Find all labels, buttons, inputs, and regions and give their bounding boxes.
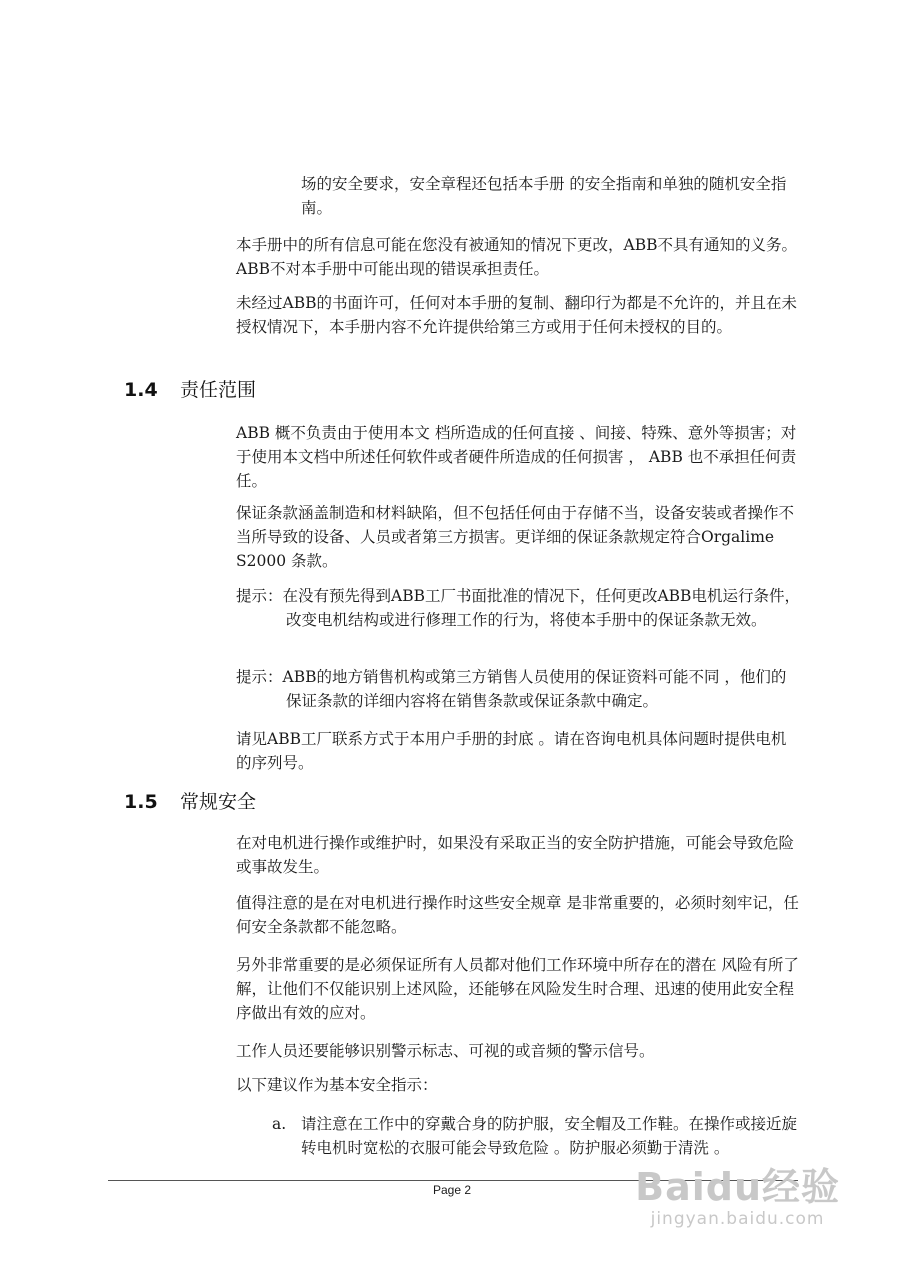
section-title: 常规安全: [180, 791, 257, 813]
list-marker-a: a.: [272, 1115, 287, 1133]
watermark: [635, 1165, 840, 1229]
section-heading-1-5: [124, 790, 256, 814]
section-1-4-paragraph-2: 保证条款涵盖制造和材料缺陷，但不包括任何由于存储不当，设备安装或者操作不当所导致的设备、人员或者第三方损害。更详细的保证条款规定符合Orgalime S2000 条款。: [236, 504, 795, 570]
section-number: 1.4: [124, 379, 158, 401]
baidu-jingyan-logo: Baidu经验: [635, 1165, 840, 1209]
intro-paragraph-2: 未经过ABB的书面许可，任何对本手册的复制、翻印行为都是不允许的，并且在未授权情况下，本手册内容不允许提供给第三方或用于任何未授权的目的。: [236, 294, 797, 336]
section-1-5-paragraph-1: 在对电机进行操作或维护时，如果没有采取正当的安全防护措施，可能会导致危险或事故发生。: [236, 834, 795, 876]
page-number: Page 2: [432, 1183, 472, 1197]
section-heading-1-4: [124, 378, 256, 402]
section-1-4-paragraph-3: 请见ABB工厂联系方式于本用户手册的封底 。请在咨询电机具体问题时提供电机的序列号。: [236, 730, 787, 772]
section-number: 1.5: [124, 791, 158, 813]
section-1-4-note-2: 提示：ABB的地方销售机构或第三方销售人员使用的保证资料可能不同 ，他们的保证条款的详细内容将在销售条款或保证条款中确定。: [236, 668, 787, 710]
section-1-4-paragraph-1: ABB 概不负责由于使用本文 档所造成的任何直接 、间接、特殊、意外等损害；对于使用本文档中所述任何软件或者硬件所造成的任何损害 ， ABB 也不承担任何责任。: [236, 424, 797, 490]
section-title: 责任范围: [180, 379, 257, 401]
intro-paragraph-1: 本手册中的所有信息可能在您没有被通知的情况下更改，ABB不具有通知的义务。ABB不对本手册中可能出现的错误承担责任。: [236, 236, 797, 278]
section-1-4-note-1: 提示：在没有预先得到ABB工厂书面批准的情况下，任何更改ABB电机运行条件，改变电机结构或进行修理工作的行为，将使本手册中的保证条款无效。: [236, 587, 800, 629]
section-1-5-paragraph-2: 值得注意的是在对电机进行操作时这些安全规章 是非常重要的，必须时刻牢记，任何安全条款都不能忽略。: [236, 894, 799, 936]
intro-continuation-paragraph: 场的安全要求，安全章程还包括本手册 的安全指南和单独的随机安全指南。: [301, 175, 787, 217]
section-1-5-paragraph-3: 另外非常重要的是必须保证所有人员都对他们工作环境中所存在的潜在 风险有所了解，让他们不仅能识别上述风险，还能够在风险发生时合理、迅速的使用此安全程序做出有效的应对。: [236, 956, 799, 1022]
section-1-5-paragraph-4: 工作人员还要能够识别警示标志、可视的或音频的警示信号。: [236, 1042, 655, 1060]
section-1-5-paragraph-5: 以下建议作为基本安全指示：: [236, 1076, 438, 1094]
list-item-a: 请注意在工作中的穿戴合身的防护服，安全帽及工作鞋。在操作或接近旋转电机时宽松的衣服可能会导致危险 。防护服必须勤于清洗 。: [301, 1115, 798, 1157]
watermark-url: jingyan.baidu.com: [650, 1209, 825, 1229]
